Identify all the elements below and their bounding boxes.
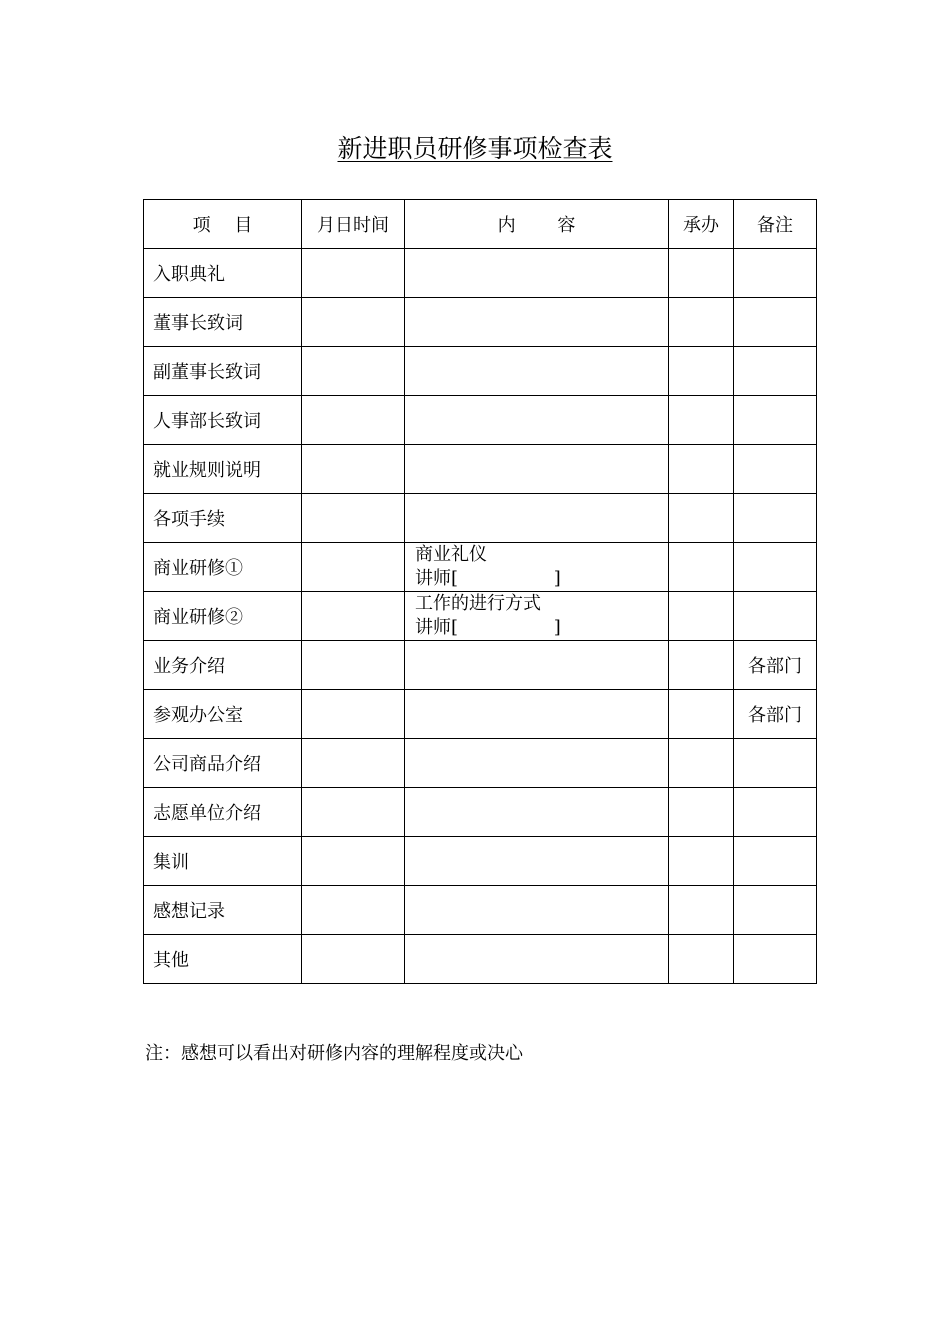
- table-row: [144, 249, 817, 298]
- row-date[interactable]: [302, 592, 405, 641]
- page-title-text: 新进职员研修事项检查表: [337, 134, 613, 163]
- table-row: [144, 592, 817, 641]
- row-content[interactable]: [405, 837, 669, 886]
- row-handler[interactable]: [669, 886, 734, 935]
- row-content[interactable]: [405, 788, 669, 837]
- row-date[interactable]: [302, 788, 405, 837]
- table-row: [144, 739, 817, 788]
- row-date[interactable]: [302, 494, 405, 543]
- checklist-table: [143, 199, 817, 984]
- row-note[interactable]: [734, 445, 817, 494]
- row-handler[interactable]: [669, 494, 734, 543]
- row-date[interactable]: [302, 641, 405, 690]
- page-title: [0, 133, 950, 165]
- row-item: 业务介绍: [144, 641, 302, 690]
- row-note[interactable]: 各部门: [734, 690, 817, 739]
- table-row: [144, 641, 817, 690]
- row-item: 感想记录: [144, 886, 302, 935]
- row-handler[interactable]: [669, 347, 734, 396]
- row-item: 副董事长致词: [144, 347, 302, 396]
- row-content[interactable]: [405, 494, 669, 543]
- row-date[interactable]: [302, 445, 405, 494]
- row-date[interactable]: [302, 886, 405, 935]
- row-note[interactable]: [734, 347, 817, 396]
- row-content[interactable]: [405, 298, 669, 347]
- row-content[interactable]: [405, 396, 669, 445]
- row-note[interactable]: [734, 494, 817, 543]
- row-date[interactable]: [302, 396, 405, 445]
- row-handler[interactable]: [669, 837, 734, 886]
- header-note: 备注: [734, 200, 817, 249]
- header-date: 月日时间: [302, 200, 405, 249]
- row-item: 其他: [144, 935, 302, 984]
- header-content: 内 容: [405, 200, 669, 249]
- table-row: [144, 886, 817, 935]
- row-date[interactable]: [302, 249, 405, 298]
- row-item: 各项手续: [144, 494, 302, 543]
- row-handler[interactable]: [669, 543, 734, 592]
- row-content[interactable]: [405, 690, 669, 739]
- row-item: 志愿单位介绍: [144, 788, 302, 837]
- row-item: 商业研修②: [144, 592, 302, 641]
- row-date[interactable]: [302, 837, 405, 886]
- table-row: [144, 690, 817, 739]
- row-item: 公司商品介绍: [144, 739, 302, 788]
- row-handler[interactable]: [669, 249, 734, 298]
- row-item: 集训: [144, 837, 302, 886]
- row-content-line1: 商业礼仪: [415, 544, 487, 565]
- table-row: [144, 347, 817, 396]
- row-item: 参观办公室: [144, 690, 302, 739]
- table-row: [144, 298, 817, 347]
- row-content[interactable]: [405, 249, 669, 298]
- footnote: 注：感想可以看出对研修内容的理解程度或决心: [145, 1043, 523, 1064]
- row-handler[interactable]: [669, 445, 734, 494]
- row-content[interactable]: [405, 445, 669, 494]
- table-row: [144, 837, 817, 886]
- row-date[interactable]: [302, 298, 405, 347]
- row-note[interactable]: [734, 592, 817, 641]
- row-handler[interactable]: [669, 641, 734, 690]
- table-row: [144, 543, 817, 592]
- row-note[interactable]: [734, 739, 817, 788]
- row-content[interactable]: [405, 641, 669, 690]
- row-content[interactable]: [405, 592, 669, 641]
- row-handler[interactable]: [669, 592, 734, 641]
- row-date[interactable]: [302, 690, 405, 739]
- table-body: [144, 249, 817, 984]
- row-content-line1: 工作的进行方式: [415, 593, 541, 614]
- row-note[interactable]: 各部门: [734, 641, 817, 690]
- row-handler[interactable]: [669, 690, 734, 739]
- row-date[interactable]: [302, 347, 405, 396]
- row-content[interactable]: [405, 886, 669, 935]
- row-handler[interactable]: [669, 739, 734, 788]
- row-note[interactable]: [734, 886, 817, 935]
- table-row: [144, 494, 817, 543]
- row-content-line2: 讲师[ ]: [415, 617, 561, 638]
- row-date[interactable]: [302, 739, 405, 788]
- row-handler[interactable]: [669, 935, 734, 984]
- row-content[interactable]: [405, 347, 669, 396]
- row-date[interactable]: [302, 935, 405, 984]
- row-note[interactable]: [734, 788, 817, 837]
- row-note[interactable]: [734, 249, 817, 298]
- table-row: [144, 935, 817, 984]
- header-item: 项 目: [144, 200, 302, 249]
- row-note[interactable]: [734, 543, 817, 592]
- row-item: 入职典礼: [144, 249, 302, 298]
- row-content[interactable]: [405, 739, 669, 788]
- header-handler: 承办: [669, 200, 734, 249]
- table-row: [144, 788, 817, 837]
- table-row: [144, 445, 817, 494]
- row-handler[interactable]: [669, 298, 734, 347]
- row-content[interactable]: [405, 543, 669, 592]
- row-item: 商业研修①: [144, 543, 302, 592]
- row-note[interactable]: [734, 837, 817, 886]
- row-handler[interactable]: [669, 788, 734, 837]
- row-note[interactable]: [734, 396, 817, 445]
- row-item: 就业规则说明: [144, 445, 302, 494]
- row-handler[interactable]: [669, 396, 734, 445]
- row-content[interactable]: [405, 935, 669, 984]
- row-item: 董事长致词: [144, 298, 302, 347]
- row-content-line2: 讲师[ ]: [415, 568, 561, 589]
- row-note[interactable]: [734, 935, 817, 984]
- row-note[interactable]: [734, 298, 817, 347]
- table-row: [144, 396, 817, 445]
- row-date[interactable]: [302, 543, 405, 592]
- row-item: 人事部长致词: [144, 396, 302, 445]
- table-header-row: [144, 200, 817, 249]
